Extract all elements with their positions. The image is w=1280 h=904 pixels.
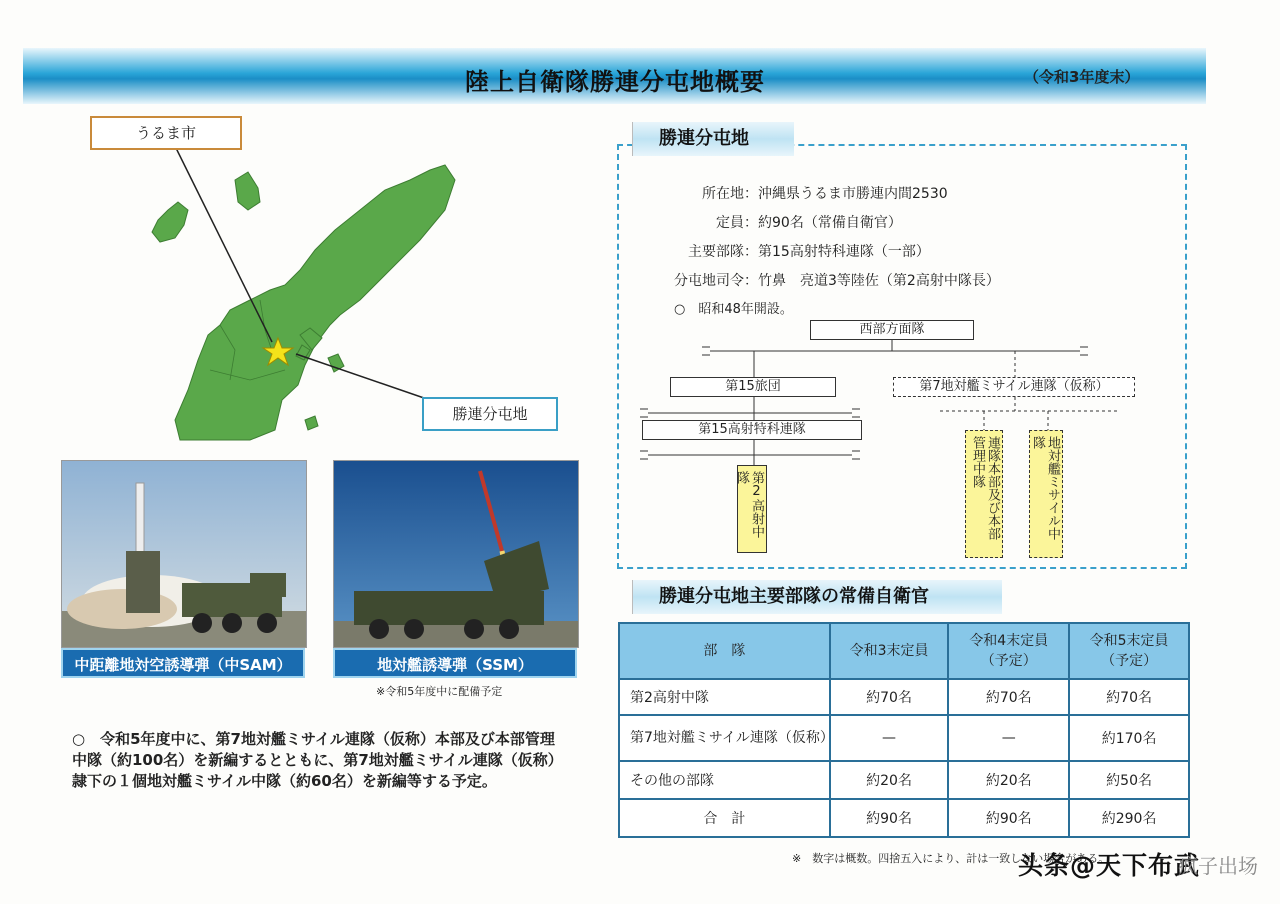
info-row-capacity <box>674 212 902 232</box>
table-cell: 約20名 <box>948 761 1069 799</box>
table-cell: 約70名 <box>948 679 1069 715</box>
info-value: ：竹鼻 亮道3等陸佐（第2高射中隊長） <box>744 273 1000 289</box>
fiscal-year-label: （令和3年度末） <box>1024 68 1140 86</box>
org-2nd-aa-company: 第2高射中隊 <box>737 465 767 553</box>
org-ssm-company: 地対艦ミサイル中隊 <box>1029 430 1063 558</box>
table-cell: 約50名 <box>1069 761 1189 799</box>
table-cell: 約90名 <box>830 799 949 837</box>
info-value: ：沖縄県うるま市勝連内間2530 <box>744 186 948 202</box>
table-row-total <box>619 799 1189 837</box>
info-label: 分屯地司令 <box>674 273 744 289</box>
caption-medium-range-sam: 中距離地対空誘導弾（中SAM） <box>61 648 305 678</box>
table-row <box>619 715 1189 761</box>
info-label: 定員 <box>716 215 744 231</box>
org-western-army: 西部方面隊 <box>810 320 974 340</box>
org-7th-ssm-regiment: 第7地対艦ミサイル連隊（仮称） <box>893 377 1135 397</box>
table-cell: 約70名 <box>830 679 949 715</box>
org-15th-aa-artillery-regiment: 第15高射特科連隊 <box>642 420 862 440</box>
table-cell: — <box>830 715 949 761</box>
caption-ssm: 地対艦誘導弾（SSM） <box>333 648 577 678</box>
info-value: ：第15高射特科連隊（一部） <box>744 244 930 260</box>
table-header-line: 令和3末定員 <box>849 643 929 659</box>
table-cell: — <box>948 715 1069 761</box>
watermark: 头条@天下布武 <box>1018 851 1201 880</box>
table-header-r4 <box>948 623 1069 679</box>
table-header-line: 令和5末定員 <box>1089 633 1169 649</box>
okinawa-island-shape <box>152 165 455 440</box>
table-cell: 約290名 <box>1069 799 1189 837</box>
page-title: 陸上自衛隊勝連分屯地概要 <box>465 68 765 96</box>
table-header-r5 <box>1069 623 1189 679</box>
table-header-r3 <box>830 623 949 679</box>
table-footnote: ※ 数字は概数。四捨五入により、計は一致しない場合がある。 <box>792 852 1110 865</box>
plan-note: ○ 令和5年度中に、第7地対艦ミサイル連隊（仮称）本部及び本部管理中隊（約100名）を新編するとともに、第7地対艦ミサイル連隊（仮称）隷下の１個地対艦ミサイル中隊（約60名）を新編等する予定。 <box>72 730 556 790</box>
table-header-line: （予定） <box>1101 653 1158 669</box>
photo-medium-range-sam <box>61 460 307 648</box>
staff-table <box>618 622 1190 838</box>
table-header-unit <box>619 623 830 679</box>
info-established: ○ 昭和48年開設。 <box>674 302 793 317</box>
callout-uruma-city: うるま市 <box>90 116 242 150</box>
table-cell: 第2高射中隊 <box>619 679 830 715</box>
info-row-location <box>674 183 948 203</box>
org-15th-brigade: 第15旅団 <box>670 377 836 397</box>
table-header-line: 令和4末定員 <box>969 633 1049 649</box>
callout-katsuren-base: 勝連分屯地 <box>422 397 558 431</box>
deployment-note: ※令和5年度中に配備予定 <box>376 685 503 698</box>
org-ssm-hq-company: 連隊本部及び本部管理中隊 <box>965 430 1003 558</box>
watermark-secondary: 疯子出场 <box>1178 854 1258 878</box>
table-cell: 約70名 <box>1069 679 1189 715</box>
table-cell: 約20名 <box>830 761 949 799</box>
section-title-staff: 勝連分屯地主要部隊の常備自衛官 <box>632 580 1002 614</box>
info-row-main-unit <box>674 241 930 261</box>
callout-line-uruma <box>175 146 272 342</box>
info-label: 主要部隊 <box>688 244 744 260</box>
info-row-commander <box>674 270 1000 290</box>
org-chart-lines <box>630 315 1170 565</box>
table-cell: その他の部隊 <box>619 761 830 799</box>
table-row <box>619 679 1189 715</box>
table-cell: 第7地対艦ミサイル連隊（仮称） <box>619 715 830 761</box>
table-cell: 約90名 <box>948 799 1069 837</box>
table-header-line: 部 隊 <box>703 643 746 659</box>
table-cell: 約170名 <box>1069 715 1189 761</box>
table-header-row <box>619 623 1189 679</box>
table-row <box>619 761 1189 799</box>
photo-ssm <box>333 460 579 648</box>
info-value: ：約90名（常備自衛官） <box>744 215 902 231</box>
section-title-base: 勝連分屯地 <box>632 122 794 156</box>
callout-line-katsuren <box>296 354 424 398</box>
table-cell: 合 計 <box>619 799 830 837</box>
table-header-line: （予定） <box>980 653 1037 669</box>
info-label: 所在地 <box>702 186 744 202</box>
